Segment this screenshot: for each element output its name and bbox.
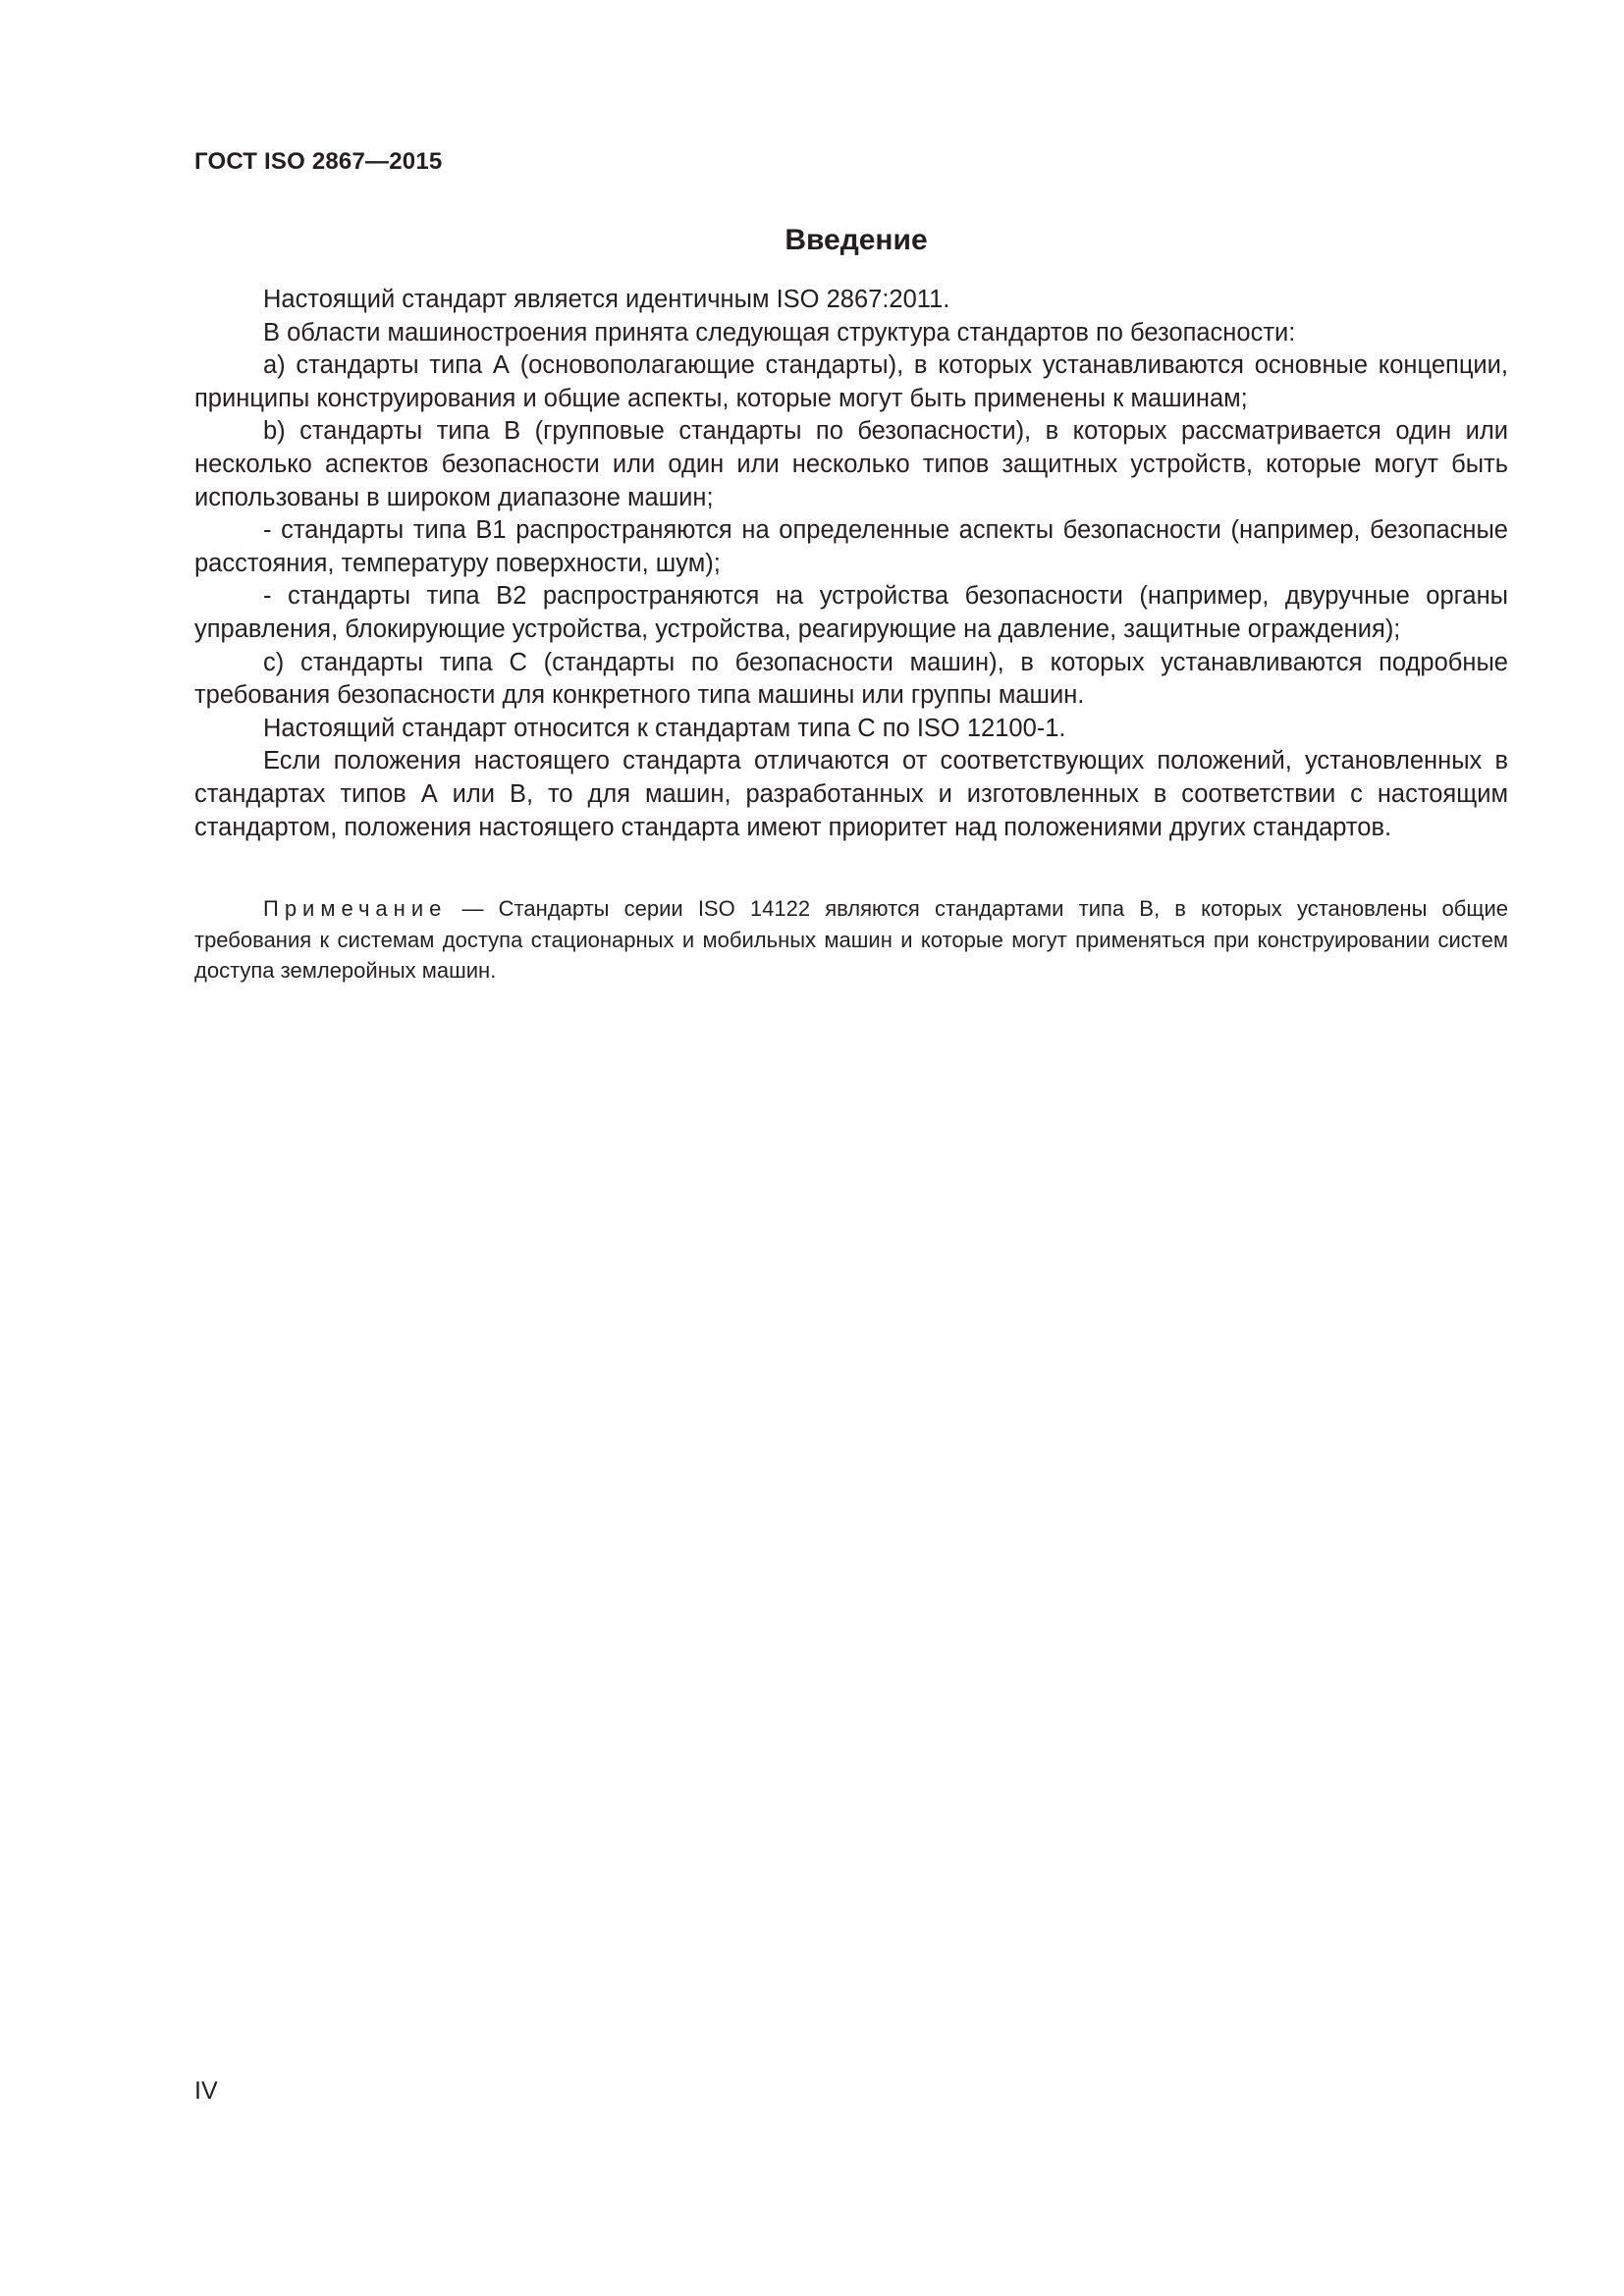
paragraph-structure-intro: В области машиностроения принята следующая структура стандартов по безопасности: xyxy=(263,318,1296,347)
paragraph-type-b: b) стандарты типа В (групповые стандарты по безопасности), в которых рассматривается один или несколько аспектов безопасности или один или несколько типов защитных устройств, которые могут быть использованы в широком диапазоне машин; xyxy=(194,417,1508,511)
paragraph-type-b1: - стандарты типа В1 распространяются на определенные аспекты безопасности (например, безопасные расстояния, температуру поверхности, шум); xyxy=(194,516,1508,577)
paragraph-type-b2: - стандарты типа В2 распространяются на устройства безопасности (например, двуручные органы управления, блокирующие устройства, устройства, реагирующие на давление, защитные ограждения); xyxy=(194,582,1508,643)
paragraph-type-a: a) стандарты типа А (основополагающие стандарты), в которых устанавливаются основные концепции, принципы конструирования и общие аспекты, которые могут быть применены к машинам; xyxy=(194,351,1508,412)
note-block xyxy=(194,893,1508,987)
paragraph-priority: Если положения настоящего стандарта отличаются от соответствующих положений, установленных в стандартах типов А или В, то для машин, разработанных и изготовленных в соответствии с настоящим стандартом, положения настоящего стандарта имеют приоритет над положениями других стандартов. xyxy=(194,747,1508,841)
document-code-header: ГОСТ ISO 2867—2015 xyxy=(194,148,443,175)
note-label: Примечание xyxy=(263,896,448,921)
page-number: IV xyxy=(194,2077,218,2105)
note-paragraph xyxy=(194,893,1508,987)
introduction-body xyxy=(194,284,1508,844)
paragraph-identical-standard: Настоящий стандарт является идентичным ISO 2867:2011. xyxy=(263,286,950,313)
paragraph-classification: Настоящий стандарт относится к стандартам типа С по ISO 12100-1. xyxy=(263,714,1066,742)
section-title: Введение xyxy=(785,224,928,256)
paragraph-type-c: c) стандарты типа С (стандарты по безопасности машин), в которых устанавливаются подробные требования безопасности для конкретного типа машины или группы машин. xyxy=(194,648,1508,710)
note-text: — Стандарты серии ISO 14122 являются стандартами типа В, в которых установлены общие требования к системам доступа стационарных и мобильных машин и которые могут применяться при конструировании систем доступа землеройных машин. xyxy=(194,896,1508,983)
